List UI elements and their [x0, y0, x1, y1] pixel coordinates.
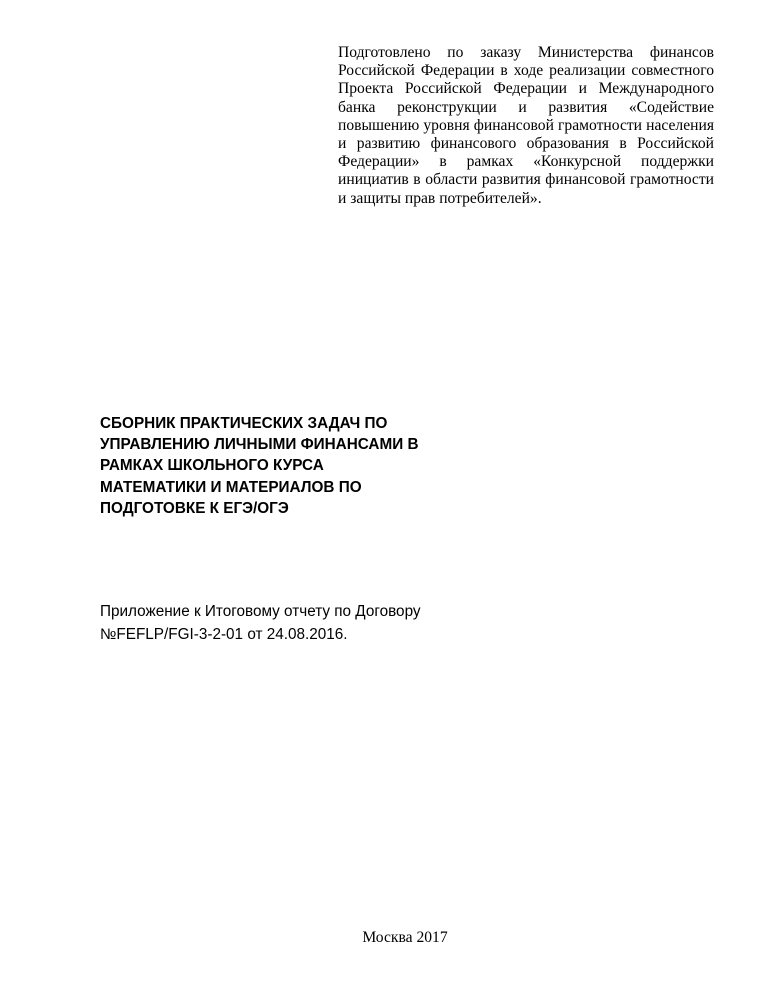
document-title — [100, 413, 460, 519]
funding-note — [338, 44, 714, 208]
funding-note-line: Федерации» в рамках «Конкурсной поддержки — [338, 153, 714, 171]
appendix-note-line: №FEFLP/FGI-3-2-01 от 24.08.2016. — [100, 625, 348, 643]
funding-note-line: Подготовлено по заказу Министерства финансов — [338, 44, 714, 61]
funding-note-line: повышению уровня финансовой грамотности населения — [338, 116, 714, 134]
funding-note-line: инициатив в области развития финансовой грамотности — [338, 171, 714, 189]
place-and-year: Москва 2017 — [362, 929, 448, 946]
document-title-line: РАМКАХ ШКОЛЬНОГО КУРСА — [100, 457, 324, 475]
funding-note-line: и развитию финансового образования в Российской — [338, 135, 714, 153]
document-title-line: МАТЕМАТИКИ И МАТЕРИАЛОВ ПО — [100, 478, 362, 496]
document-title-line: ПОДГОТОВКЕ К ЕГЭ/ОГЭ — [100, 499, 289, 517]
appendix-note-line: Приложение к Итоговому отчету по Договору — [100, 603, 421, 620]
document-title-line: СБОРНИК ПРАКТИЧЕСКИХ ЗАДАЧ ПО — [100, 415, 388, 432]
funding-note-line: и защиты прав потребителей». — [338, 189, 542, 207]
funding-note-line: банка реконструкции и развития «Содействие — [338, 98, 714, 116]
appendix-note — [100, 601, 480, 646]
document-title-line: УПРАВЛЕНИЮ ЛИЧНЫМИ ФИНАНСАМИ В — [100, 436, 419, 454]
funding-note-line: Российской Федерации в ходе реализации совместного — [338, 62, 714, 80]
funding-note-line: Проекта Российской Федерации и Международного — [338, 80, 714, 98]
